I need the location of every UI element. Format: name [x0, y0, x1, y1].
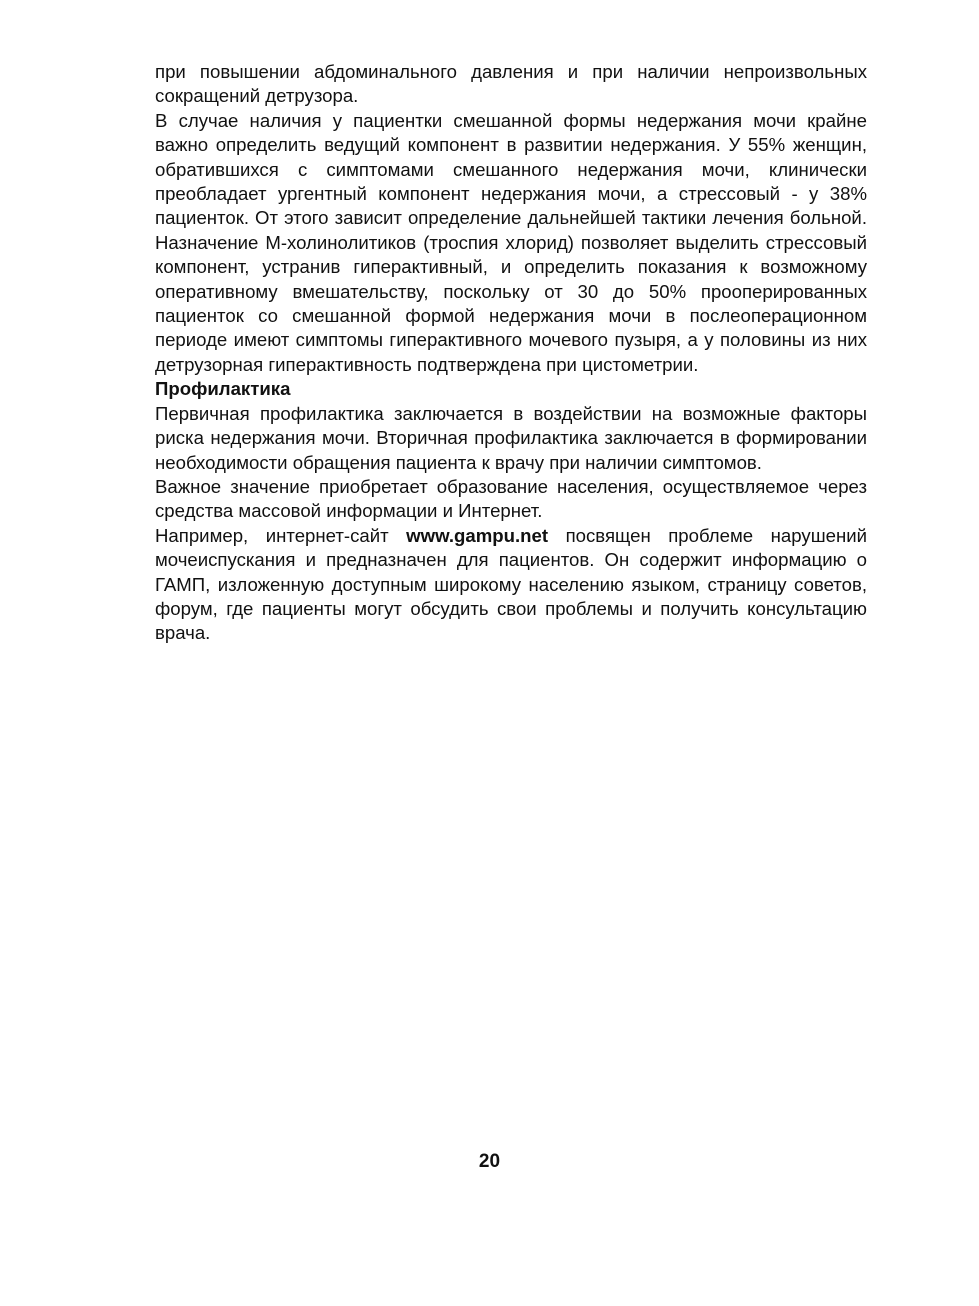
example-text-before: Например, интернет-сайт	[155, 524, 407, 546]
website-url: www.gampu.net	[406, 524, 549, 546]
paragraph: Первичная профилактика заключается в воздействии на возможные факторы риска недержания мочи. Вторичная профилактика заключается в формировании необходимости обращения пациента к врачу при наличии симптомов.	[155, 402, 867, 473]
paragraph: при повышении абдоминального давления и при наличии непроизвольных сокращений детрузора.	[155, 61, 867, 107]
paragraph: Важное значение приобретает образование населения, осуществляемое через средства массовой информации и Интернет.	[155, 475, 867, 522]
document-body	[155, 60, 867, 646]
example-text-after: посвящен проблеме нарушений мочеиспускания и предназначен для пациентов. Он содержит информацию о ГАМП, изложенную доступным широкому населению языком, страницу советов, форум, где пациенты могут обсудить свои проблемы и получить консультацию врача.	[155, 524, 867, 644]
paragraph-example	[155, 524, 867, 646]
paragraph: В случае наличия у пациентки смешанной формы недержания мочи крайне важно определить ведущий компонент в развитии недержания. У 55% женщин, обратившихся с симптомами смешанного недержания мочи, клинически преобладает ургентный компонент недержания мочи, а стрессовый - у 38% пациенток. От этого зависит определение дальнейшей тактики лечения больной. Назначение М-холинолитиков (троспия хлорид) позволяет выделить стрессовый компонент, устранив гиперактивный, и определить показания к возможному оперативному вмешательству, поскольку от 30 до 50% прооперированных пациенток со смешанной формой недержания мочи в послеоперационном периоде имеют симптомы гиперактивного мочевого пузыря, а у половины из них детрузорная гиперактивность подтверждена при цистометрии.	[155, 109, 867, 375]
section-heading: Профилактика	[155, 378, 291, 400]
page-number: 20	[478, 1151, 501, 1172]
